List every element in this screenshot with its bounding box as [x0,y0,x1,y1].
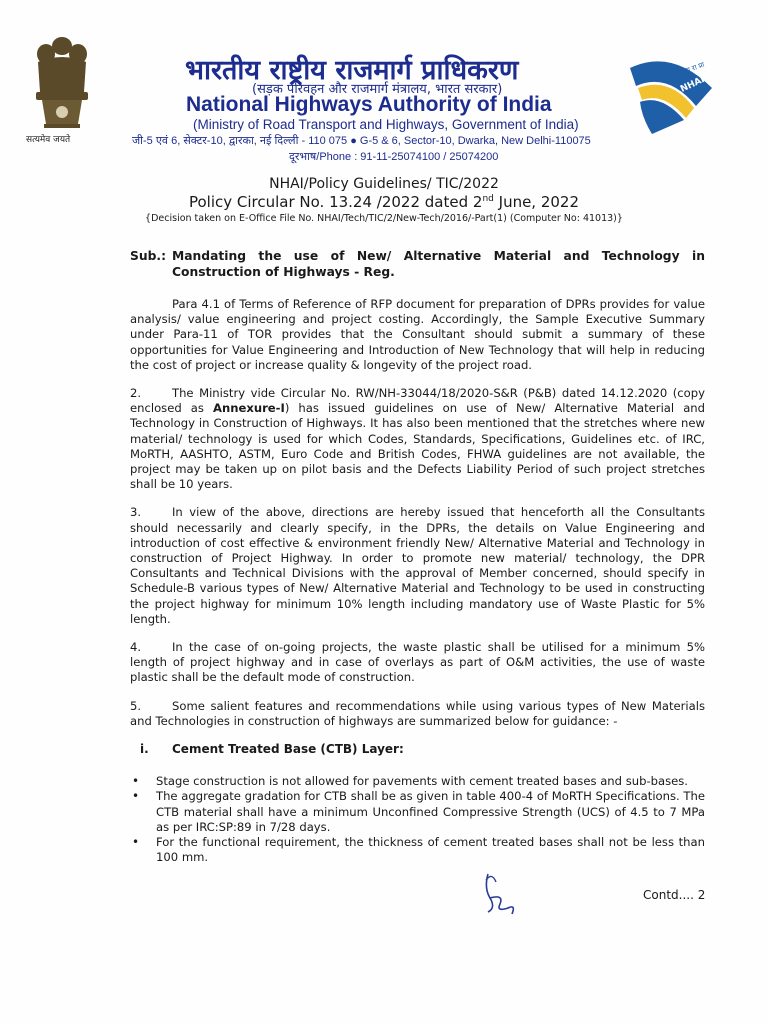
decision-reference: {Decision taken on E-Office File No. NHAI/Tech/TIC/2/New-Tech/2016/-Part(1) (Computer No: 41013)} [145,213,623,224]
signature-icon [478,868,522,916]
subject-label: Sub.: [130,249,167,263]
bullet-list [130,774,705,865]
paragraph-4-number: 4. [130,640,142,655]
policy-circular-number [0,193,768,211]
logo-hindi-text: भा रा रा प्रा [675,60,706,78]
paragraph-5 [130,699,705,729]
section-number: i. [140,742,149,757]
list-item: • The aggregate gradation for CTB shall be as given in table 400-4 of MoRTH Specifications. The CTB material shall have a minimum Unconfined Compressive Strength (UCS) of 4.5 to 7 MPa as per IRC:SP:89 in 7/28 days. [130,789,705,835]
policy-circular-suffix: June, 2022 [493,193,580,211]
section-title: Cement Treated Base (CTB) Layer: [172,742,404,757]
logo-nhai-text: NHAI [679,74,707,95]
paragraph-1: Para 4.1 of Terms of Reference of RFP document for preparation of DPRs provides for value analysis/ value engineering and project costing. Accordingly, the Sample Executive Summary under Para-11 of TOR provides that the Consultant should submit a summary of these opportunities for Value Engineering and Introduction of New Technology that will help in reducing the cost of project or increase quality & longevity of the project road. [130,297,705,372]
office-address: जी-5 एवं 6, सेक्टर-10, द्वारका, नई दिल्ली - 110 075 ● G-5 & 6, Sector-10, Dwarka, New Delhi-110075 [132,135,591,147]
ministry-name-hindi: (सड़क परिवहन और राजमार्ग मंत्रालय, भारत सरकार) [252,82,503,97]
paragraph-2-text-a: The Ministry vide Circular No. RW/NH-33044/18/2020-S&R (P&B) dated 14.12.2020 (copy enclosed as [130,386,705,416]
policy-circular-sup: nd [482,194,494,204]
paragraph-3-text: In view of the above, directions are hereby issued that henceforth all the Consultants should necessarily and clearly specify, in the DPRs, the details on Value Engineering and introduction of cost effective & environment friendly New/ Alternative Material and Technology in construction of Project Highway. In order to promote new material/ technology, the DPR Consultants and Technical Divisions with the approval of Member concerned, should specify in Schedule-B various types of New/ Alternative Material and Technology to be used in constructing the project highway for minimum 10% length including mandatory use of Waste Plastic for 5% length. [130,505,705,626]
policy-guidelines-ref: NHAI/Policy Guidelines/ TIC/2022 [269,176,499,192]
subject-text: Mandating the use of New/ Alternative Material and Technology in Construction of Highways - Reg. [172,249,705,279]
emblem-motto: सत्यमेव जयते [26,135,71,145]
list-item: • For the functional requirement, the thickness of cement treated bases shall not be less than 100 mm. [130,835,705,865]
ashoka-emblem-icon [20,32,104,147]
continuation-marker: Contd.... 2 [643,888,706,902]
paragraph-2-text-b: ) has issued guidelines on use of New/ Alternative Material and Technology in Construction of Highways. It has also been mentioned that the stretches where new material/ technology is used for which Codes, Standards, Specifications, Guidelines etc. of IRC, MoRTH, AASHTO, ASTM, Euro Code and British Codes, FHWA guidelines are not available, the project may be taken up on pilot basis and the Defects Liability Period of such project stretches shall be 10 years. [130,401,706,492]
paragraph-4-text: In the case of on-going projects, the waste plastic shall be utilised for a minimum 5% length of project highway and in case of overlays as part of O&M activities, the use of waste plastic shall be the default mode of construction. [130,640,705,685]
annexure-reference: Annexure-I [213,401,285,416]
subject-line [130,248,705,280]
paragraph-5-number: 5. [130,698,142,713]
org-name-english: National Highways Authority of India [186,93,552,116]
paragraph-5-text: Some salient features and recommendations while using various types of New Materials and Technologies in construction of highways are summarized below for guidance: - [130,698,705,728]
office-phone: दूरभाष/Phone : 91-11-25074100 / 25074200 [289,151,499,163]
policy-circular-prefix: Policy Circular No. 13.24 /2022 dated 2 [188,193,483,211]
circular-body [130,248,705,866]
paragraph-3-number: 3. [130,505,142,520]
paragraph-4 [130,640,705,686]
list-item: • Stage construction is not allowed for pavements with cement treated bases and sub-bases. [130,774,705,789]
paragraph-3 [130,505,705,627]
paragraph-2-number: 2. [130,386,142,401]
ministry-name-english: (Ministry of Road Transport and Highways, Government of India) [193,117,579,132]
paragraph-2 [130,386,705,492]
section-heading [140,742,705,757]
org-name-hindi: भारतीय राष्ट्रीय राजमार्ग प्राधिकरण [185,55,519,86]
nhai-logo-icon [612,48,722,148]
